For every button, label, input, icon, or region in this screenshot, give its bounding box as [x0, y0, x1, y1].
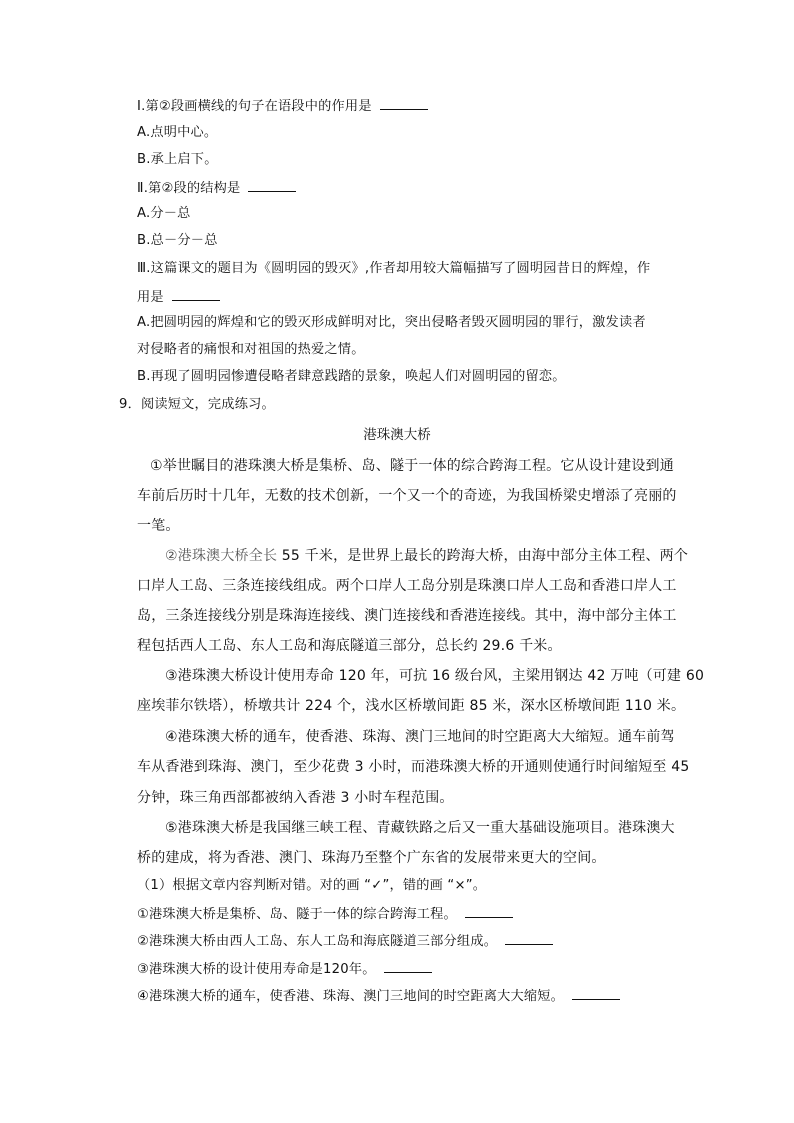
paragraph-4-line-3: 分钟，珠三角西部都被纳入香港 3 小时车程范围。: [137, 790, 454, 806]
paragraph-2-first-rest: 55 千米，是世界上最长的跨海大桥，由海中部分主体工程、两个: [277, 548, 689, 564]
q8-iii-option-b: B.再现了圆明园惨遭侵略者肆意践踏的景象，唤起人们对圆明园的留恋。: [137, 369, 566, 384]
q8-ii-option-b: B.总－分－总: [137, 233, 218, 248]
q8-iii-prompt-text: 用是: [137, 290, 164, 305]
statement-2-text: ②港珠澳大桥由西人工岛、东人工岛和海底隧道三部分组成。: [137, 934, 498, 949]
q8-i-prompt: [137, 96, 428, 116]
paragraph-1-line-1: ①举世瞩目的港珠澳大桥是集桥、岛、隧于一体的综合跨海工程。它从设计建设到通: [150, 458, 674, 474]
paragraph-2-line-3: 岛，三条连接线分别是珠海连接线、澳门连接线和香港连接线。其中，海中部分主体工: [137, 608, 677, 624]
sub-question-1-prompt: （1）根据文章内容判断对错。对的画 “✓”，错的画 “×”。: [137, 878, 487, 893]
answer-blank[interactable]: [380, 96, 428, 110]
paragraph-1-line-3: 一笔。: [137, 518, 180, 534]
statement-4: [137, 986, 620, 1006]
answer-blank[interactable]: [172, 287, 220, 301]
passage-title: 港珠澳大桥: [363, 427, 431, 443]
statement-1: [137, 904, 513, 924]
paragraph-5-line-1: ⑤港珠澳大桥是我国继三峡工程、青藏铁路之后又一重大基础设施项目。港珠澳大: [165, 820, 675, 836]
statement-2: [137, 931, 553, 951]
paragraph-4-line-2: 车从香港到珠海、澳门，至少花费 3 小时，而港珠澳大桥的开通则使通行时间缩短至 45: [137, 759, 690, 775]
q8-i-option-a: A.点明中心。: [137, 125, 218, 140]
paragraph-3-line-2: 座埃菲尔铁塔），桥墩共计 224 个，浅水区桥墩间距 85 米，深水区桥墩间距 110 米。: [137, 698, 686, 714]
statement-4-text: ④港珠澳大桥的通车，使香港、珠海、澳门三地间的时空距离大大缩短。: [137, 989, 565, 1004]
statement-3-text: ③港珠澳大桥的设计使用寿命是120年。: [137, 962, 376, 977]
paragraph-2-line-2: 口岸人工岛、三条连接线组成。两个口岸人工岛分别是珠澳口岸人工岛和香港口岸人工: [137, 578, 677, 594]
statement-1-text: ①港珠澳大桥是集桥、岛、隧于一体的综合跨海工程。: [137, 907, 457, 922]
paragraph-2-lead: ②港珠澳大桥全长: [165, 548, 278, 564]
paragraph-5-line-2: 桥的建成，将为香港、澳门、珠海乃至整个广东省的发展带来更大的空间。: [137, 850, 606, 866]
answer-blank[interactable]: [572, 986, 620, 1000]
q8-iii-option-a-line-2: 对侵略者的痛恨和对祖国的热爱之情。: [137, 342, 365, 357]
answer-blank[interactable]: [505, 931, 553, 945]
q8-iii-prompt-line-1: Ⅲ.这篇课文的题目为《圆明园的毁灭》,作者却用较大篇幅描写了圆明园昔日的辉煌，作: [137, 261, 651, 276]
answer-blank[interactable]: [465, 904, 513, 918]
answer-blank[interactable]: [248, 178, 296, 192]
q8-i-prompt-text: Ⅰ.第②段画横线的句子在语段中的作用是: [137, 99, 372, 114]
q8-ii-prompt-text: Ⅱ.第②段的结构是: [137, 181, 241, 196]
paragraph-4-line-1: ④港珠澳大桥的通车，使香港、珠海、澳门三地间的时空距离大大缩短。通车前驾: [165, 729, 675, 745]
q8-i-option-b: B.承上启下。: [137, 152, 218, 167]
q8-iii-prompt-line-2: [137, 287, 220, 307]
paragraph-2-line-1: [165, 547, 688, 565]
answer-blank[interactable]: [384, 959, 432, 973]
q8-iii-option-a-line-1: A.把圆明园的辉煌和它的毁灭形成鲜明对比，突出侵略者毁灭圆明园的罪行，激发读者: [137, 315, 646, 330]
q8-ii-prompt: [137, 178, 296, 198]
paragraph-1-line-2: 车前后历时十几年，无数的技术创新，一个又一个的奇迹，为我国桥梁史增添了亮丽的: [137, 488, 677, 504]
q8-ii-option-a: A.分－总: [137, 206, 191, 221]
paragraph-2-line-4: 程包括西人工岛、东人工岛和海底隧道三部分，总长约 29.6 千米。: [137, 638, 562, 654]
q9-heading: 9．阅读短文，完成练习。: [119, 397, 275, 412]
statement-3: [137, 959, 432, 979]
paragraph-3-line-1: ③港珠澳大桥设计使用寿命 120 年，可抗 16 级台风，主梁用钢达 42 万吨（可建 60: [165, 668, 705, 684]
